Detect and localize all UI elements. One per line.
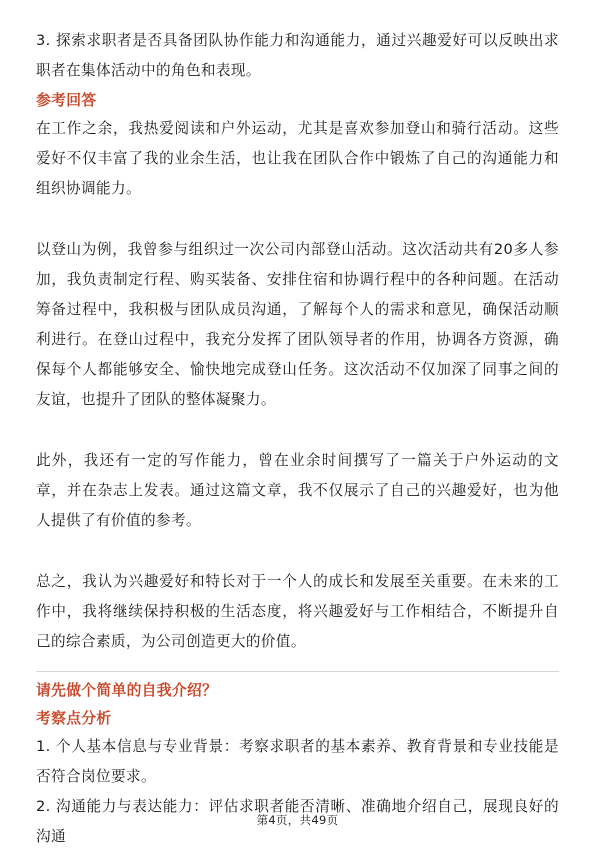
answer-paragraph-3: 此外，我还有一定的写作能力，曾在业余时间撰写了一篇关于户外运动的文章，并在杂志上发表。通过这篇文章，我不仅展示了自己的兴趣爱好，也为他人提供了有价值的参考。 [36, 452, 559, 529]
analysis-point-1: 1. 个人基本信息与专业背景：考察求职者的基本素养、教育背景和专业技能是否符合岗位要求。 [36, 738, 559, 785]
answer-paragraph-2: 以登山为例，我曾参与组织过一次公司内部登山活动。这次活动共有20多人参加，我负责制定行程、购买装备、安排住宿和协调行程中的各种问题。在活动筹备过程中，我积极与团队成员沟通，了解每个人的需求和意见，确保活动顺利进行。在登山过程中，我充分发挥了团队领导者的作用，协调各方资源，确保每个人都能够安全、愉快地完成登山任务。这次活动不仅加深了同事之间的友谊，也提升了团队的整体凝聚力。 [36, 241, 559, 408]
document-page [36, 26, 559, 852]
page-number: 第4页，共49页 [256, 813, 339, 827]
answer-paragraph-1: 在工作之余，我热爱阅读和户外运动，尤其是喜欢参加登山和骑行活动。这些爱好不仅丰富了我的业余生活，也让我在团队合作中锻炼了自己的沟通能力和组织协调能力。 [36, 120, 559, 197]
answer-paragraph-4: 总之，我认为兴趣爱好和特长对于一个人的成长和发展至关重要。在未来的工作中，我将继续保持积极的生活态度，将兴趣爱好与工作相结合，不断提升自己的综合素质，为公司创造更大的价值。 [36, 573, 559, 650]
assessment-point-3: 3. 探索求职者是否具备团队协作能力和沟通能力，通过兴趣爱好可以反映出求职者在集体活动中的角色和表现。 [36, 32, 559, 79]
section-divider [36, 671, 559, 672]
analysis-point-2: 2. 沟通能力与表达能力：评估求职者能否清晰、准确地介绍自己，展现良好的沟通 [36, 798, 559, 845]
answer-heading: 参考回答 [36, 92, 97, 109]
analysis-heading: 考察点分析 [36, 710, 112, 727]
question-heading: 请先做个简单的自我介绍？ [36, 682, 218, 699]
